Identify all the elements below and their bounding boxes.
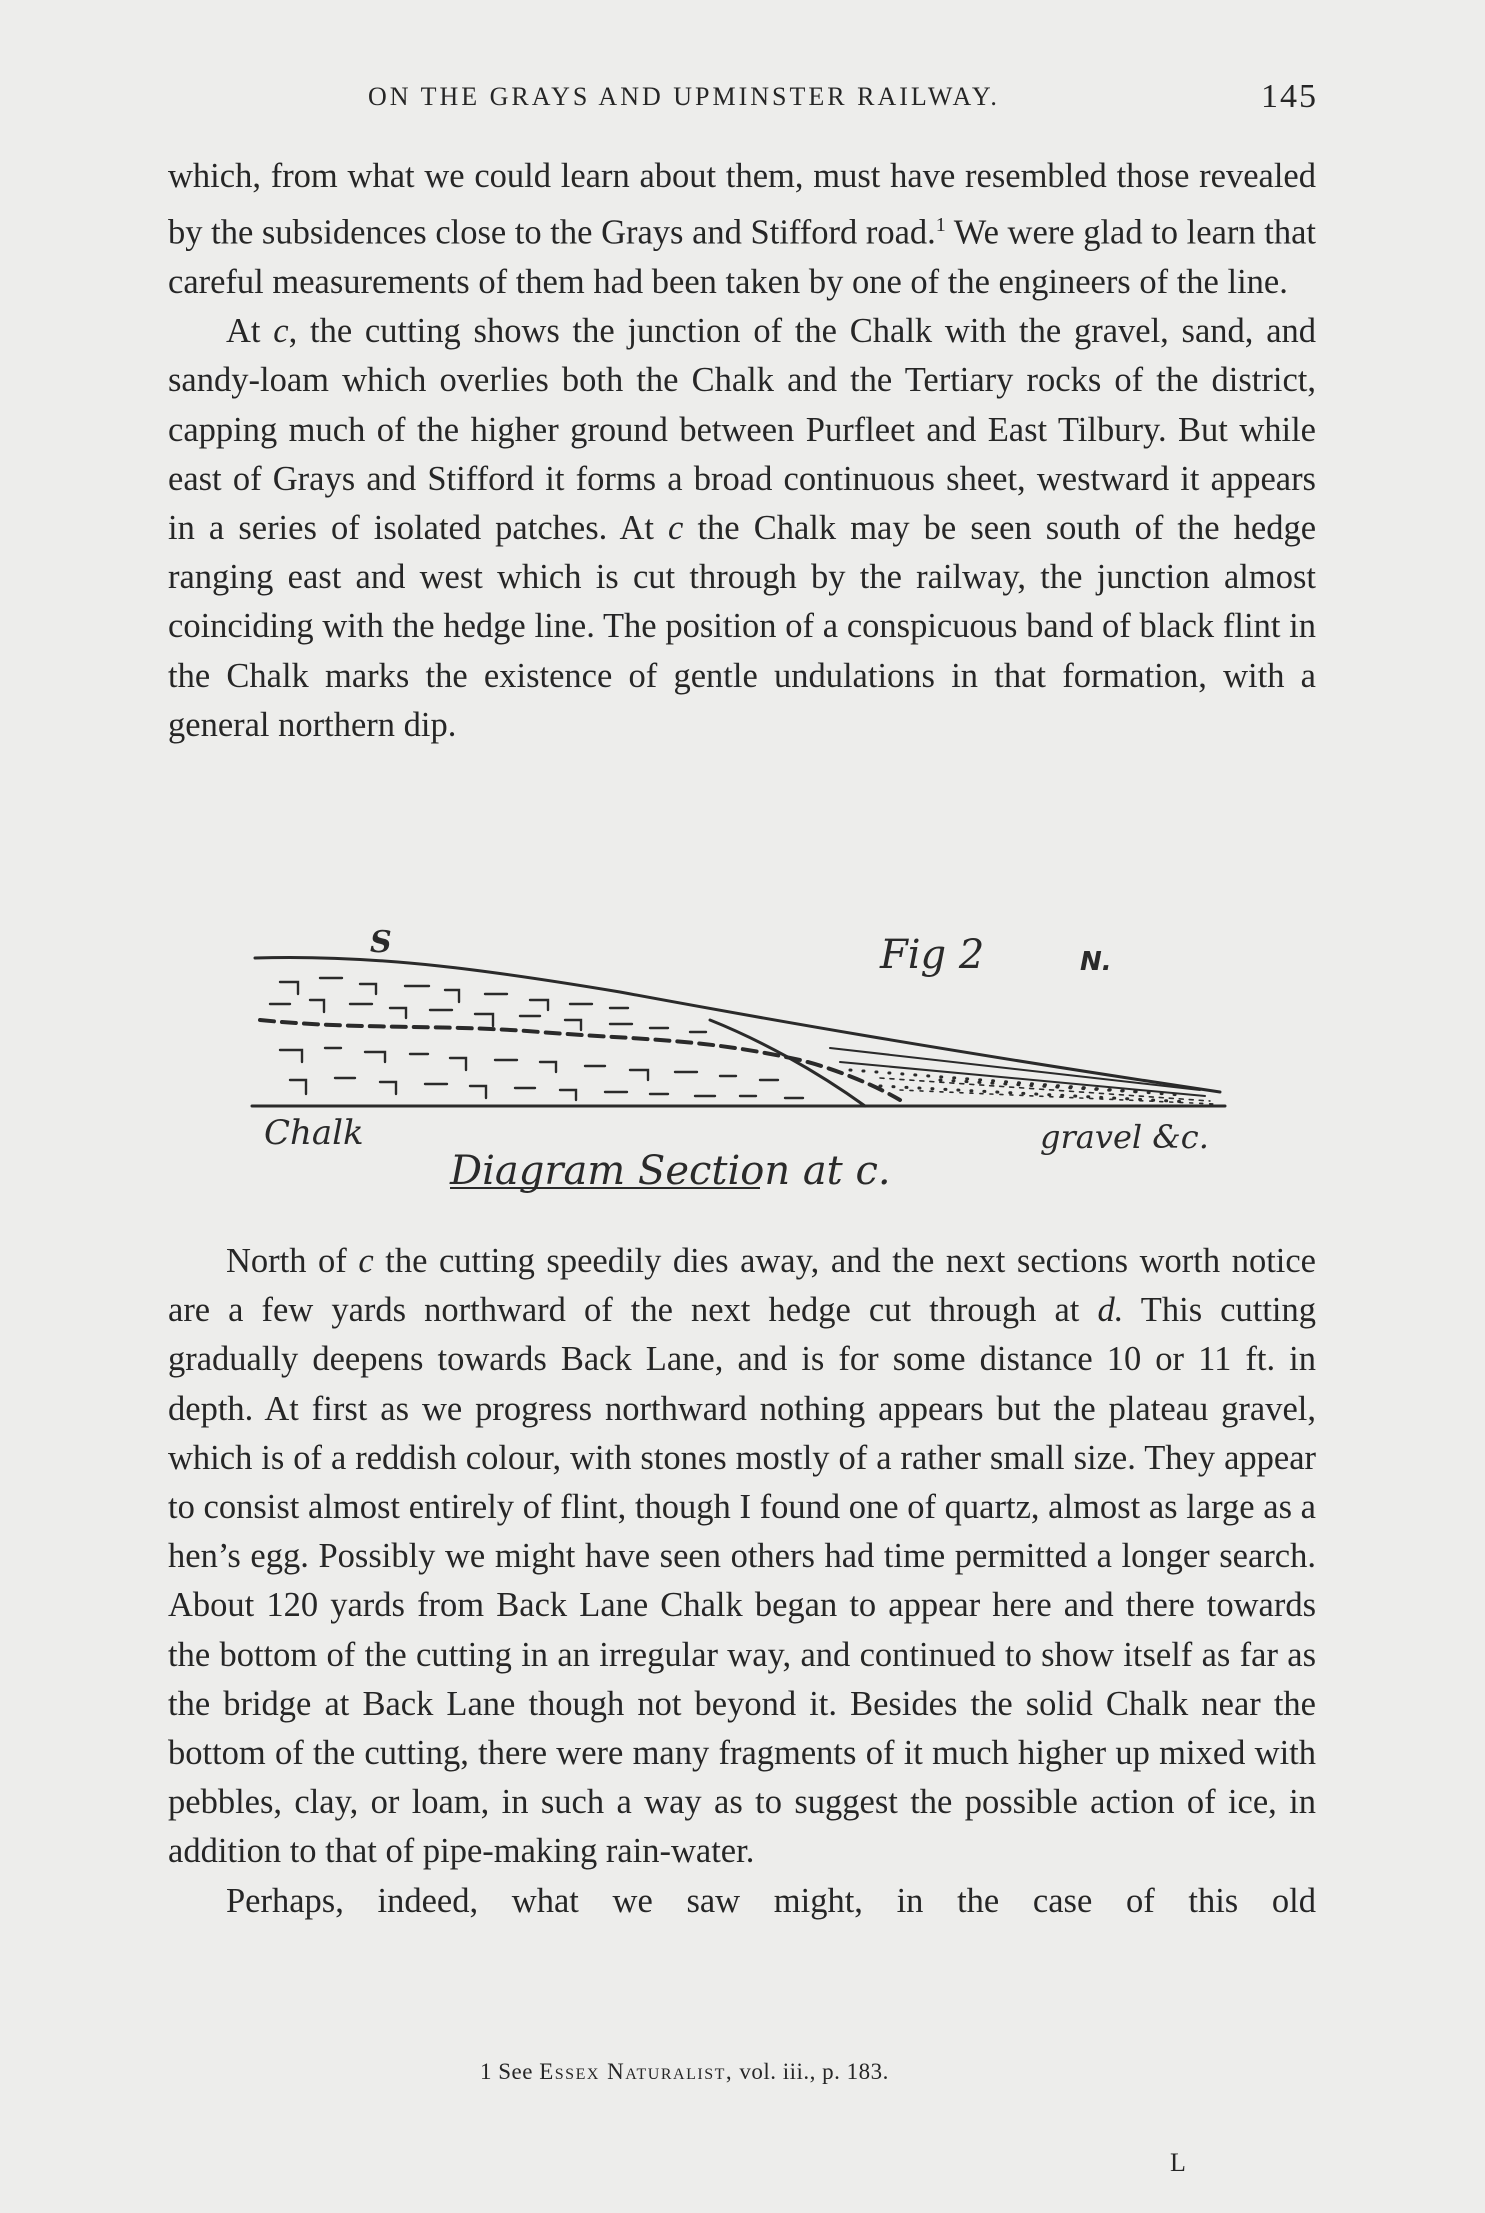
paragraph-text: the Chalk may be seen south of the hedge ranging east and west which is cut through by the railway, the junction almost coinciding with the hedge line. The position of a conspicuous band of black flint in the Chalk marks the existence of gentle undulations in that formation, with a general northern dip.	[168, 508, 1317, 744]
text-block-top	[168, 152, 1316, 750]
figure-diagram-section	[240, 920, 1250, 1200]
italic-letter: d.	[1097, 1291, 1124, 1330]
paragraph-text: which, from what we could learn about them, must have resembled those revealed by the subsidences close to the Grays and Stifford road.	[168, 157, 1316, 252]
paragraph-text: the cutting speedily dies away, and the next sections worth notice are a few yards northward of the next hedge cut through at	[168, 1242, 1316, 1330]
label-south: S	[370, 925, 392, 960]
paragraph-text: This cutting gradually deepens towards Back Lane, and is for some distance 10 or 11 ft. in depth. At first as we progress northward nothing appears but the plateau gravel, which is of a reddish colour, with stones mostly of a rather small size. They appear to consist almost entirely of flint, though I found one of quartz, almost as large as a hen’s egg. Possibly we might have seen others had time permitted a longer search. About 120 yards from Back Lane Chalk began to appear here and there towards the bottom of the cutting in an irregular way, and continued to show itself as far as the bridge at Back Lane though not beyond it. Besides the solid Chalk near the bottom of the cutting, there were many fragments of it much higher up mixed with pebbles, clay, or loam, in such a way as to suggest the possible action of ice, in addition to that of pipe-making rain-water.	[168, 1291, 1317, 1871]
footnote-journal: Essex Naturalist,	[539, 2059, 734, 2084]
paragraph	[168, 1237, 1316, 1877]
paragraph-text: At	[226, 312, 274, 351]
page-header	[168, 78, 1318, 126]
ground-surface-line	[255, 957, 1220, 1092]
italic-letter: c	[358, 1242, 374, 1280]
footnote	[480, 2059, 889, 2085]
flint-band	[260, 1020, 900, 1100]
label-gravel: gravel &c.	[1040, 1118, 1209, 1156]
paragraph	[168, 307, 1316, 750]
paragraph	[168, 152, 1316, 307]
italic-letter: c	[273, 312, 289, 351]
running-title: ON THE GRAYS AND UPMINSTER RAILWAY.	[368, 82, 1000, 111]
figure-caption: Diagram Section at c.	[450, 1148, 891, 1194]
footnote-marker: 1	[480, 2059, 492, 2084]
label-figure-number: Fig 2	[880, 932, 985, 978]
footnote-text: See	[498, 2059, 533, 2084]
label-north: N.	[1080, 947, 1112, 977]
text-block-bottom	[168, 1237, 1316, 1926]
footnote-marker: 1	[935, 214, 946, 237]
paragraph-text: , the cutting shows the junction of the Chalk with the gravel, sand, and sandy-loam which overlies both the Chalk and the Tertiary rocks of the district, capping much of the higher ground between Purfleet and East Tilbury. But while east of Grays and Stifford it forms a broad continuous sheet, westward it appears in a series of isolated patches. At	[168, 312, 1317, 547]
footnote-text: vol. iii., p. 183.	[739, 2059, 889, 2084]
italic-letter: c	[668, 508, 684, 547]
paragraph: Perhaps, indeed, what we saw might, in the case of this old	[226, 1881, 1316, 1920]
paragraph-text: North of	[226, 1242, 359, 1280]
label-chalk: Chalk	[264, 1113, 364, 1153]
page-number: 145	[1261, 78, 1318, 115]
paragraph-text: We were glad to learn that careful measurements of them had been taken by one of the engineers of the line.	[168, 213, 1316, 301]
signature-mark: L	[1170, 2148, 1186, 2177]
